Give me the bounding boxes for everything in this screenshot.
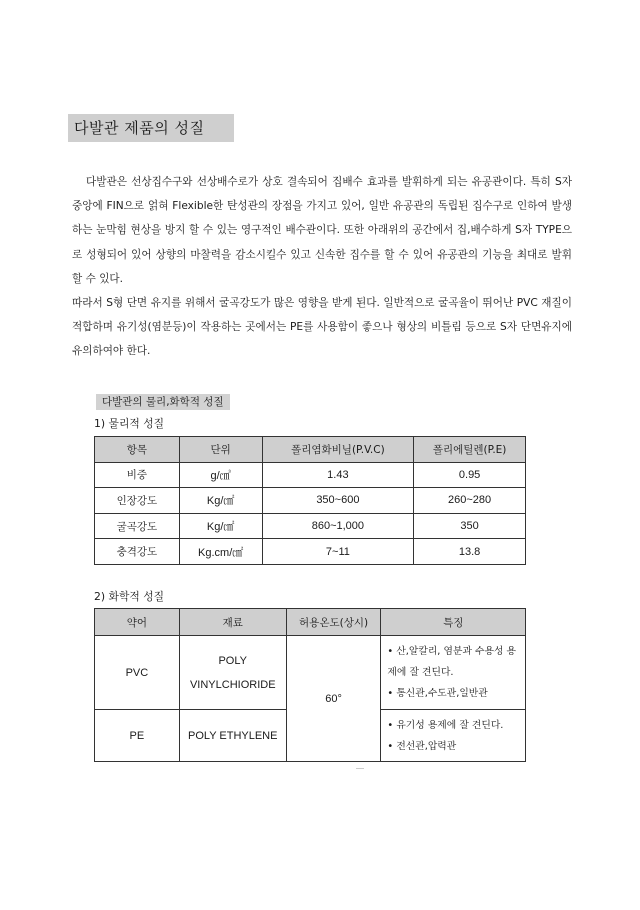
material-cell — [179, 636, 286, 710]
physical-properties-table — [94, 436, 526, 565]
pvc-value: 860~1,000 — [262, 513, 414, 539]
feature-item: • 유기성 용제에 잘 견딘다. — [387, 719, 504, 731]
property-name: 충격강도 — [95, 539, 180, 565]
table-row — [95, 636, 526, 710]
temperature-cell: 60° — [286, 636, 381, 762]
feature-item: • 전선관,압력관 — [387, 740, 457, 752]
chemical-properties-label: 2) 화학적 성질 — [94, 590, 165, 603]
scan-mark — [356, 768, 364, 769]
header-cell: 허용온도(상시) — [286, 609, 381, 636]
pe-value: 350 — [414, 513, 526, 539]
unit-cell: Kg.cm/㎠ — [179, 539, 262, 565]
feature-item: • 통신관,수도관,일반관 — [387, 688, 488, 699]
pvc-value: 350~600 — [262, 488, 414, 514]
pvc-value: 1.43 — [262, 462, 414, 488]
features-cell — [381, 636, 526, 710]
chemical-properties-table — [94, 608, 526, 762]
pe-value: 13.8 — [414, 539, 526, 565]
section-subheading: 다발관의 물리,화학적 성질 — [96, 394, 230, 410]
table-row — [95, 539, 526, 565]
intro-paragraph: 따라서 S형 단면 유지를 위해서 굴곡강도가 많은 영향을 받게 된다. 일반적으로 굴곡율이 뛰어난 PVC 재질이 적합하며 유기성(염분등)이 작용하는 곳에서는 PE를 사용함이 좋으나 형상의 비틀림 등으로 S자 단면유지에 유의하여야 한다. — [72, 297, 572, 358]
property-name: 인장강도 — [95, 488, 180, 514]
table-row — [95, 513, 526, 539]
abbreviation-cell: PE — [95, 710, 180, 762]
pvc-value: 7~11 — [262, 539, 414, 565]
header-cell: 특징 — [381, 609, 526, 636]
header-cell: 약어 — [95, 609, 180, 636]
table-header-row — [95, 437, 526, 463]
material-line: POLY — [218, 654, 247, 667]
property-name: 비중 — [95, 462, 180, 488]
unit-cell: g/㎤ — [179, 462, 262, 488]
header-cell: 폴리에틸렌(P.E) — [414, 437, 526, 463]
physical-properties-label: 1) 물리적 성질 — [94, 417, 165, 430]
feature-item: • 산,알칼리, 염분과 수용성 용제에 잘 견딘다. — [387, 646, 516, 678]
header-cell: 항목 — [95, 437, 180, 463]
pe-value: 0.95 — [414, 462, 526, 488]
intro-text — [72, 170, 572, 364]
material-cell: POLY ETHYLENE — [179, 710, 286, 762]
unit-cell: Kg/㎠ — [179, 513, 262, 539]
header-cell: 폴리염화비닐(P.V.C) — [262, 437, 414, 463]
table-row — [95, 488, 526, 514]
header-cell: 재료 — [179, 609, 286, 636]
pe-value: 260~280 — [414, 488, 526, 514]
intro-paragraph: 다발관은 선상집수구와 선상배수로가 상호 결속되어 집배수 효과를 발휘하게 되는 유공관이다. 특히 S자 중앙에 FIN으로 얽혀 Flexible한 탄성관의 장점을 가지고 있어, 일반 유공관의 독립된 집수구로 인하여 발생하는 눈막힘 현상을 방지 할 수 있는 영구적인 배수관이다. 또한 아래위의 공간에서 집,배수하게 S자 TYPE으로 성형되어 있어 상향의 마찰력을 감소시킬수 있고 신속한 집수를 할 수 있어 유공관의 기능을 최대로 발휘 할 수 있다. — [72, 176, 572, 285]
unit-cell: Kg/㎠ — [179, 488, 262, 514]
page-title: 다발관 제품의 성질 — [68, 114, 234, 142]
table-row — [95, 462, 526, 488]
header-cell: 단위 — [179, 437, 262, 463]
abbreviation-cell: PVC — [95, 636, 180, 710]
features-cell — [381, 710, 526, 762]
material-line: VINYLCHIORIDE — [189, 678, 276, 691]
property-name: 굴곡강도 — [95, 513, 180, 539]
table-header-row — [95, 609, 526, 636]
